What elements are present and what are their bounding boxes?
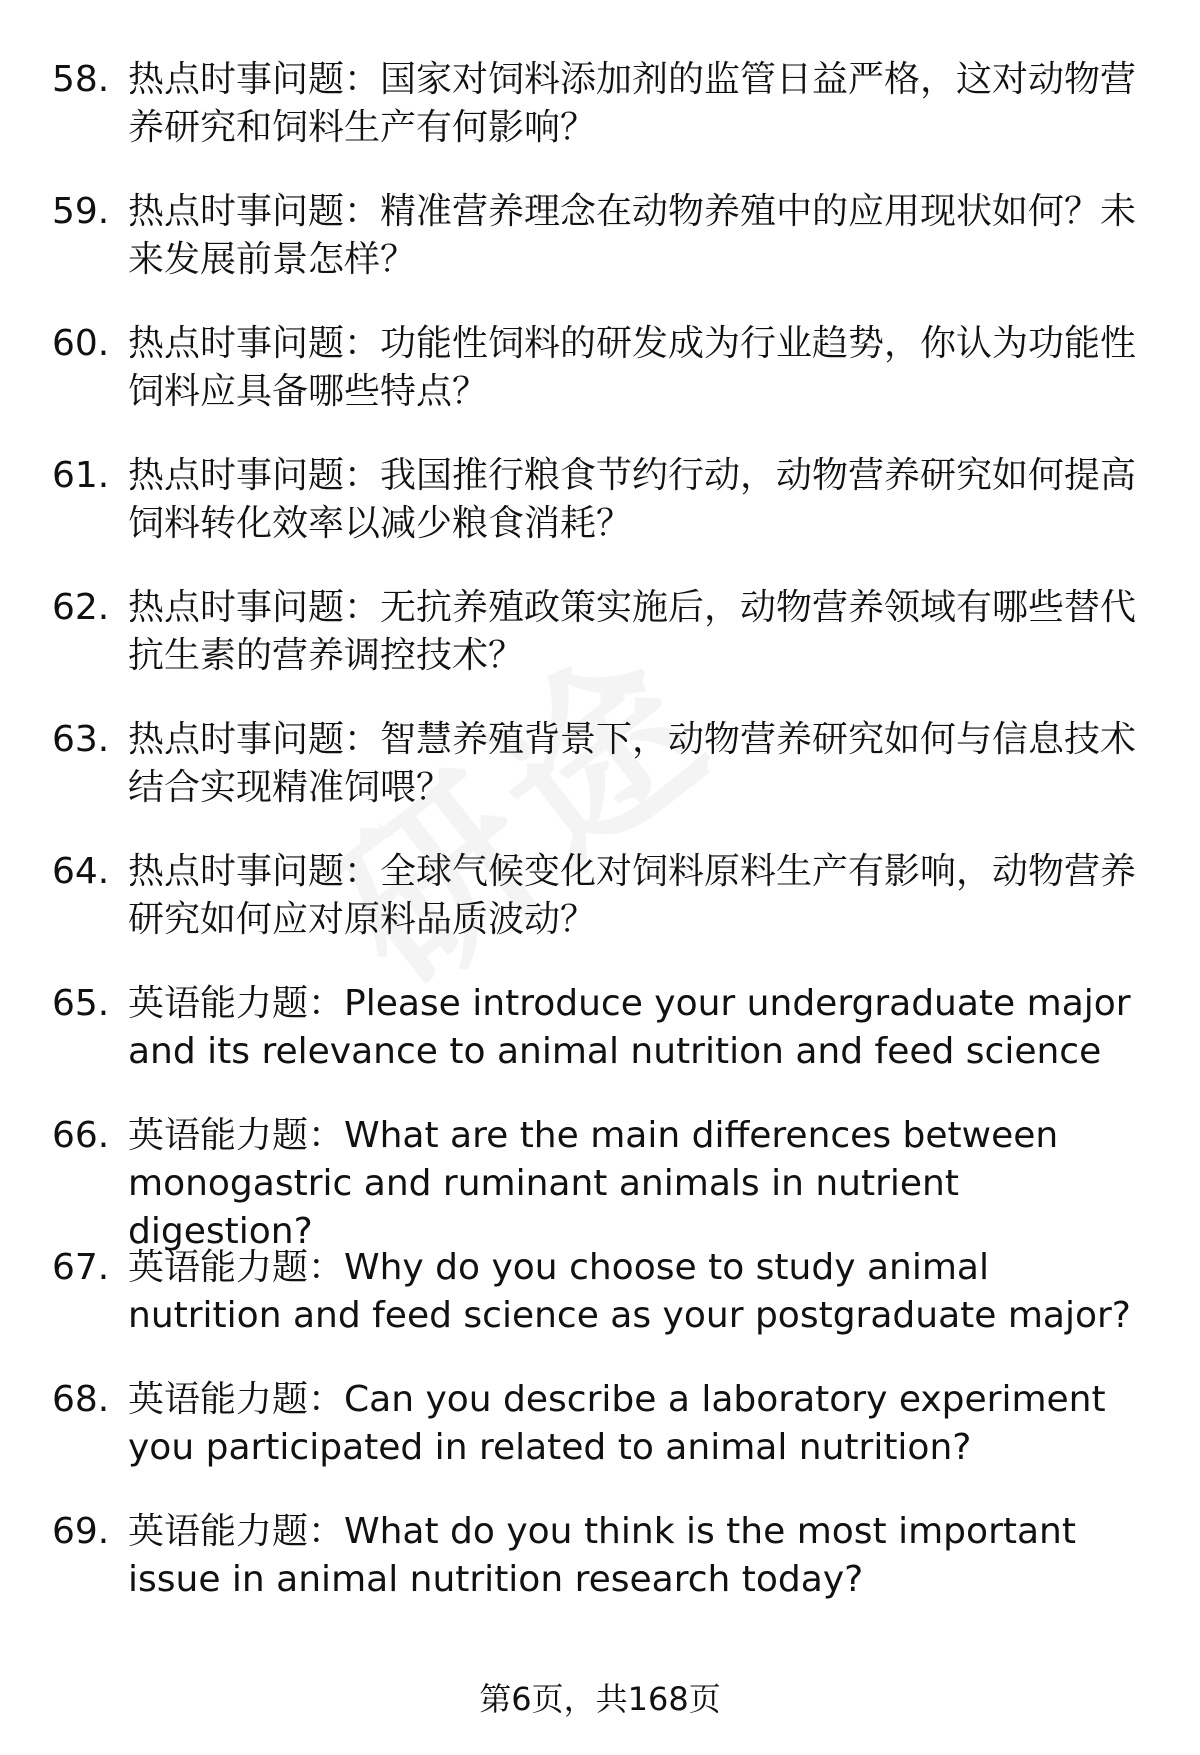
question-text: 热点时事问题：功能性饲料的研发成为行业趋势，你认为功能性饲料应具备哪些特点？ <box>128 323 1137 412</box>
question-text: 热点时事问题：精准营养理念在动物养殖中的应用现状如何？未来发展前景怎样？ <box>128 191 1137 280</box>
question-item <box>52 1244 1152 1376</box>
question-item <box>52 848 1152 980</box>
question-number: 60. <box>52 323 110 364</box>
question-text: 英语能力题：Please introduce your undergraduate major and its relevance to animal nutrition and feed science <box>128 983 1131 1072</box>
question-item <box>52 56 1152 188</box>
question-item <box>52 452 1152 584</box>
question-text: 英语能力题：What are the main differences between monogastric and ruminant animals in nutrient digestion? <box>128 1115 1059 1252</box>
question-item <box>52 1376 1152 1508</box>
question-number: 66. <box>52 1115 110 1156</box>
question-number: 58. <box>52 59 110 100</box>
question-text: 热点时事问题：智慧养殖背景下，动物营养研究如何与信息技术结合实现精准饲喂？ <box>128 719 1137 808</box>
question-item <box>52 584 1152 716</box>
page-number: 第6页，共168页 <box>479 1680 721 1718</box>
question-text: 英语能力题：Can you describe a laboratory experiment you participated in related to animal nutrition? <box>128 1379 1106 1468</box>
question-number: 65. <box>52 983 110 1024</box>
question-number: 59. <box>52 191 110 232</box>
question-text: 热点时事问题：无抗养殖政策实施后，动物营养领域有哪些替代抗生素的营养调控技术？ <box>128 587 1137 676</box>
question-text: 热点时事问题：全球气候变化对饲料原料生产有影响，动物营养研究如何应对原料品质波动？ <box>128 851 1137 940</box>
question-number: 64. <box>52 851 110 892</box>
question-item <box>52 980 1152 1112</box>
question-number: 61. <box>52 455 110 496</box>
question-number: 69. <box>52 1511 110 1552</box>
question-number: 62. <box>52 587 110 628</box>
question-number: 63. <box>52 719 110 760</box>
question-text: 热点时事问题：国家对饲料添加剂的监管日益严格，这对动物营养研究和饲料生产有何影响？ <box>128 59 1137 148</box>
question-number: 67. <box>52 1247 110 1288</box>
question-item <box>52 716 1152 848</box>
question-text: 英语能力题：Why do you choose to study animal nutrition and feed science as your postgraduate major? <box>128 1247 1131 1336</box>
question-list <box>52 56 1152 1640</box>
question-item <box>52 188 1152 320</box>
question-number: 68. <box>52 1379 110 1420</box>
question-text: 热点时事问题：我国推行粮食节约行动，动物营养研究如何提高饲料转化效率以减少粮食消耗？ <box>128 455 1137 544</box>
question-item <box>52 1508 1152 1640</box>
question-item <box>52 1112 1152 1252</box>
question-text: 英语能力题：What do you think is the most important issue in animal nutrition research today? <box>128 1511 1076 1600</box>
question-item <box>52 320 1152 452</box>
